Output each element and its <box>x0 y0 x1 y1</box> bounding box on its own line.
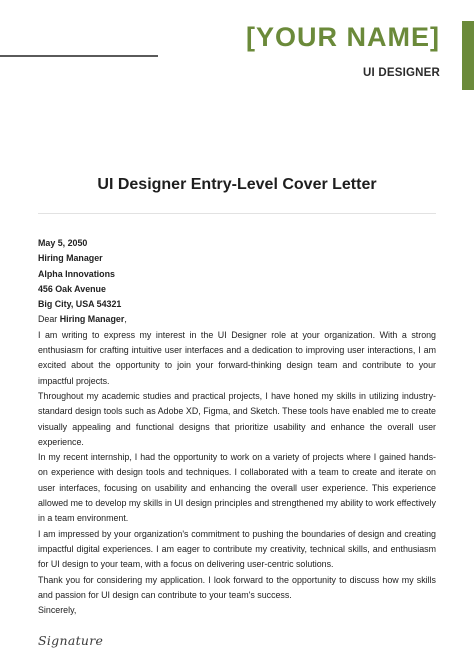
letter-body <box>38 236 436 618</box>
document-title: UI Designer Entry-Level Cover Letter <box>97 176 377 193</box>
applicant-name: [YOUR NAME] <box>246 22 440 52</box>
recipient-city: Big City, USA 54321 <box>38 299 122 310</box>
salutation-prefix: Dear <box>38 314 60 325</box>
accent-side-bar <box>462 21 474 90</box>
title-divider <box>38 213 436 214</box>
applicant-role: UI DESIGNER <box>363 67 440 79</box>
recipient-title: Hiring Manager <box>38 253 103 264</box>
letter-paragraph: Thank you for considering my application. I look forward to the opportunity to discuss how my skills and passion for UI design can contribute to your team's success. <box>38 574 436 600</box>
salutation <box>38 312 436 327</box>
letter-paragraph: I am writing to express my interest in the UI Designer role at your organization. With a strong enthusiasm for crafting intuitive user interfaces and a dedication to improving user interactions, I am excited about the opportunity to join your forward-thinking design team and contribute to your impactful projects. <box>38 329 436 386</box>
letter-paragraph: In my recent internship, I had the opportunity to work on a variety of projects where I gained hands-on experience with design tools and techniques. I collaborated with a team to create and iterate on user interfaces, focusing on usability and enhancing the overall user experience. This experience allowed me to develop my skills in UI design principles and strengthened my ability to work effectively in a team environment. <box>38 452 436 524</box>
letter-paragraph: I am impressed by your organization's commitment to pushing the boundaries of design and creating impactful digital experiences. I am eager to contribute my creativity, technical skills, and enthusiasm for UI design to your team, with a focus on delivering user-centric solutions. <box>38 528 436 570</box>
letter-paragraph: Throughout my academic studies and practical projects, I have honed my skills in utilizing industry-standard design tools such as Adobe XD, Figma, and Sketch. These tools have enabled me to create visually appealing and functional designs that prioritize usability and enhance the overall user experience. <box>38 390 436 447</box>
letter-closing: Sincerely, <box>38 605 77 616</box>
salutation-name: Hiring Manager <box>59 314 125 325</box>
header-divider-line <box>0 55 158 57</box>
letter-date: May 5, 2050 <box>38 238 88 248</box>
recipient-company: Alpha Innovations <box>38 268 115 279</box>
handwritten-signature: Signature <box>38 633 104 648</box>
salutation-suffix: , <box>124 314 127 325</box>
recipient-street: 456 Oak Avenue <box>38 283 106 294</box>
